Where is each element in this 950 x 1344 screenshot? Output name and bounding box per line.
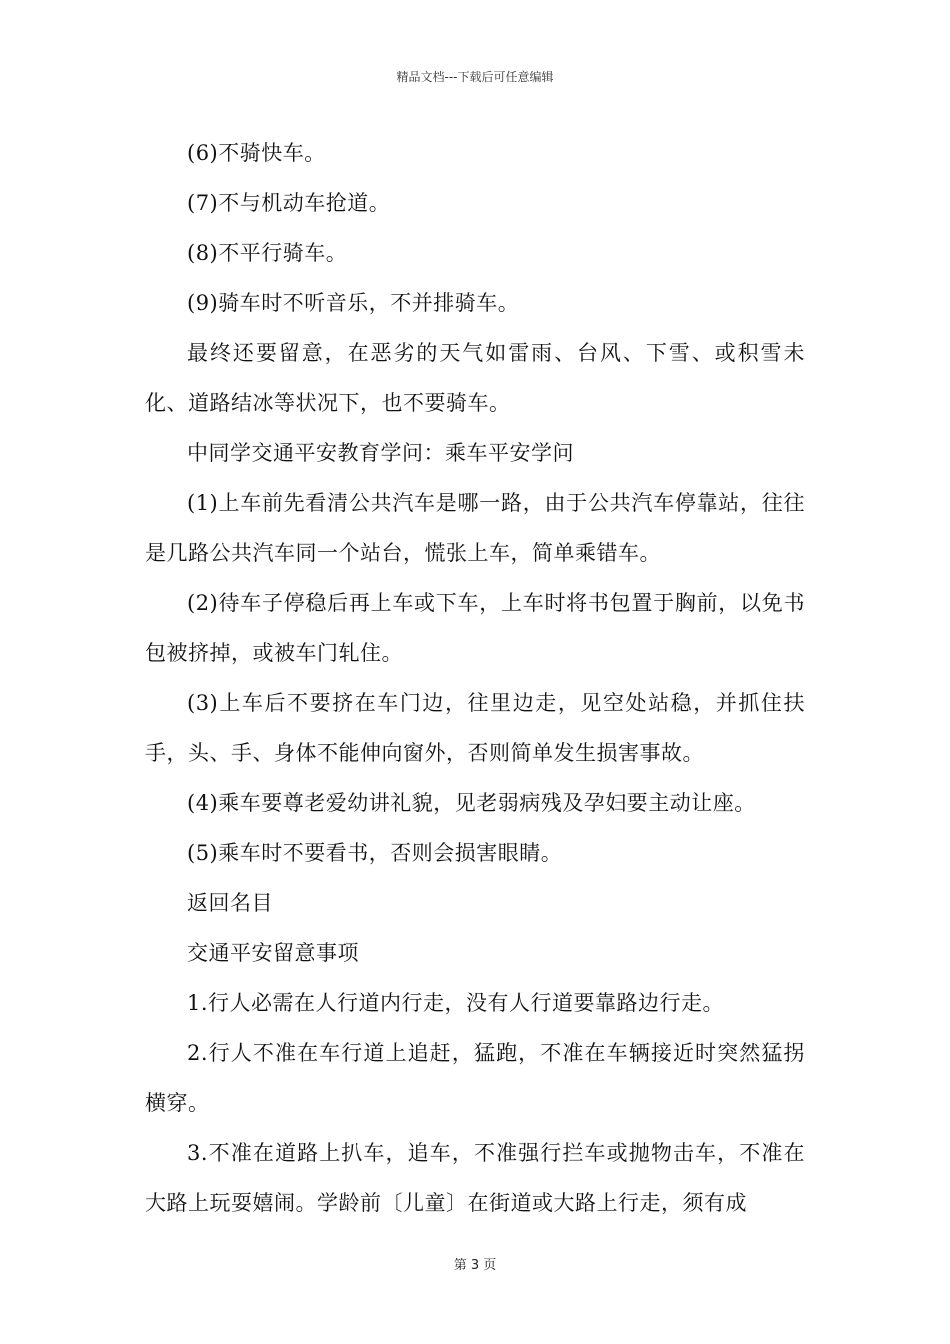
paragraph: (9)骑车时不听音乐，不并排骑车。 bbox=[187, 291, 520, 315]
section-heading: 中同学交通平安教育学问：乘车平安学问 bbox=[187, 441, 574, 465]
back-to-contents-link[interactable]: 返回名目 bbox=[187, 891, 273, 915]
page-number: 第 3 页 bbox=[453, 1258, 497, 1273]
paragraph: (3)上车后不要挤在车门边，往里边走，见空处站稳，并抓住扶手，头、手、身体不能伸向窗外，否则简单发生损害事故。 bbox=[145, 691, 805, 765]
paragraph: (8)不平行骑车。 bbox=[187, 241, 348, 265]
paragraph: (6)不骑快车。 bbox=[187, 141, 326, 165]
section-heading: 交通平安留意事项 bbox=[187, 941, 359, 965]
paragraph: (7)不与机动车抢道。 bbox=[187, 191, 391, 215]
paragraph: (4)乘车要尊老爱幼讲礼貌，见老弱病残及孕妇要主动让座。 bbox=[187, 791, 756, 815]
page-header: 精品文档---下载后可任意编辑 bbox=[396, 70, 554, 84]
document-body bbox=[145, 128, 805, 1228]
paragraph: (1)上车前先看清公共汽车是哪一路，由于公共汽车停靠站，往往是几路公共汽车同一个站台，慌张上车，简单乘错车。 bbox=[145, 491, 805, 565]
paragraph: 2.行人不准在车行道上追赶，猛跑，不准在车辆接近时突然猛拐横穿。 bbox=[145, 1041, 805, 1115]
paragraph: (2)待车子停稳后再上车或下车，上车时将书包置于胸前，以免书包被挤掉，或被车门轧住。 bbox=[145, 591, 805, 665]
paragraph: 3.不准在道路上扒车，追车，不准强行拦车或抛物击车，不准在大路上玩耍嬉闹。学龄前〔儿童〕在街道或大路上行走，须有成 bbox=[145, 1141, 805, 1215]
paragraph: 1.行人必需在人行道内行走，没有人行道要靠路边行走。 bbox=[187, 991, 725, 1015]
paragraph: (5)乘车时不要看书，否则会损害眼睛。 bbox=[187, 841, 563, 865]
paragraph: 最终还要留意，在恶劣的天气如雷雨、台风、下雪、或积雪未化、道路结冰等状况下，也不要骑车。 bbox=[145, 341, 805, 415]
